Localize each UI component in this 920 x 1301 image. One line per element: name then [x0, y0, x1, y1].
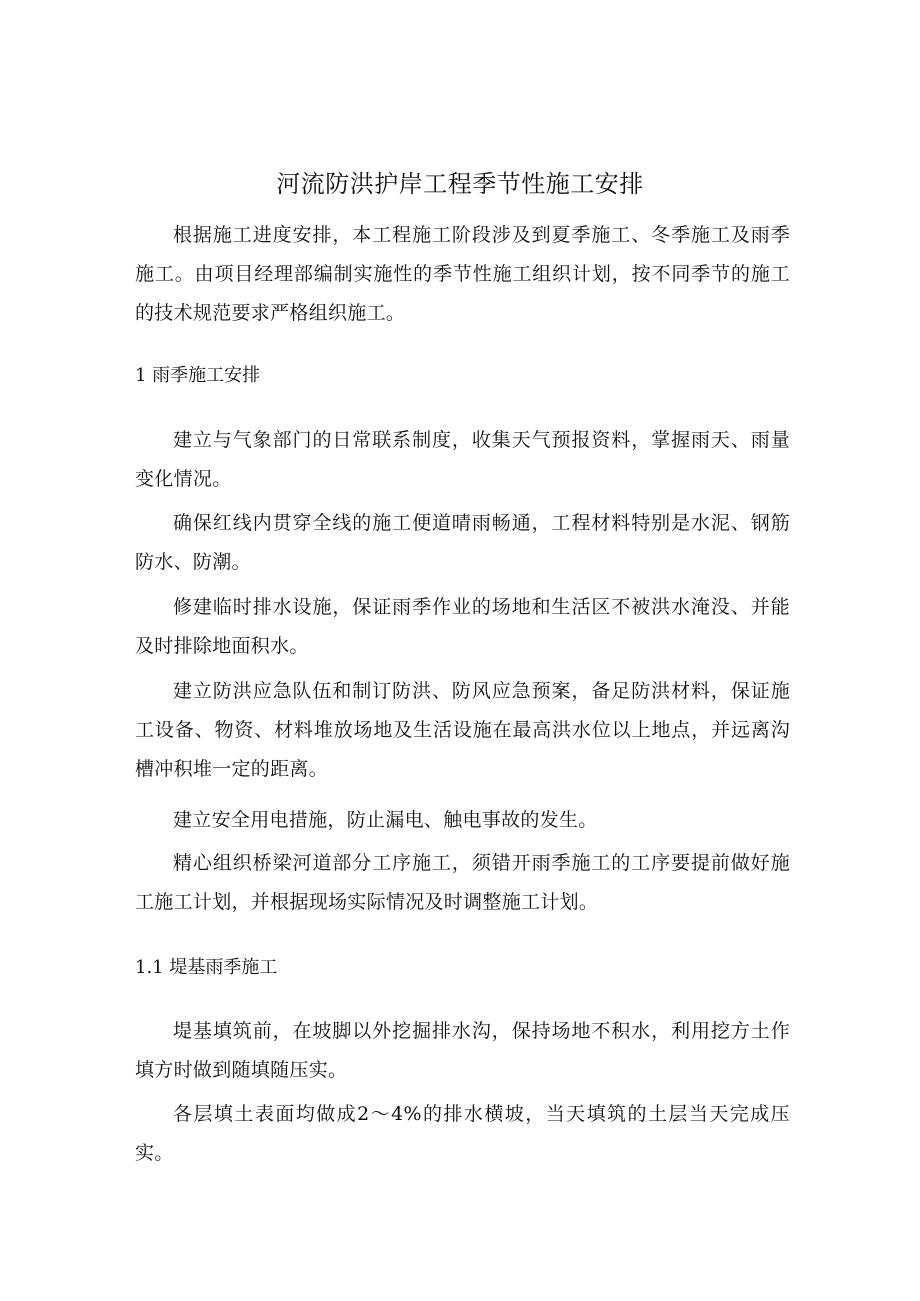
document-title: 河流防洪护岸工程季节性施工安排: [276, 170, 644, 199]
section1-paragraph-1: 建立与气象部门的日常联系制度，收集天气预报资料，掌握雨天、雨量变化情况。: [135, 429, 790, 490]
section-heading-1: 1 雨季施工安排: [135, 365, 261, 386]
intro-paragraph: 根据施工进度安排，本工程施工阶段涉及到夏季施工、冬季施工及雨季施工。由项目经理部编制实施性的季节性施工组织计划，按不同季节的施工的技术规范要求严格组织施工。: [135, 224, 790, 324]
section1-paragraph-4: 建立防洪应急队伍和制订防洪、防风应急预案，备足防洪材料，保证施工设备、物资、材料堆放场地及生活设施在最高洪水位以上地点，并远离沟槽冲积堆一定的距离。: [135, 680, 790, 780]
section1-paragraph-2: 确保红线内贯穿全线的施工便道晴雨畅通，工程材料特别是水泥、钢筋防水、防潮。: [135, 512, 790, 573]
section1-paragraph-3: 修建临时排水设施，保证雨季作业的场地和生活区不被洪水淹没、并能及时排除地面积水。: [135, 596, 790, 657]
section1-1-paragraph-1: 堤基填筑前，在坡脚以外挖掘排水沟，保持场地不积水，利用挖方土作填方时做到随填随压实。: [135, 1020, 790, 1081]
section1-1-paragraph-2: 各层填土表面均做成2～4%的排水横坡，当天填筑的土层当天完成压实。: [135, 1103, 790, 1164]
section1-paragraph-5: 建立安全用电措施，防止漏电、触电事故的发生。: [173, 809, 598, 831]
section1-paragraph-6: 精心组织桥梁河道部分工序施工，须错开雨季施工的工序要提前做好施工施工计划，并根据现场实际情况及时调整施工计划。: [135, 852, 790, 913]
section-heading-1-1: 1.1 堤基雨季施工: [135, 957, 278, 978]
